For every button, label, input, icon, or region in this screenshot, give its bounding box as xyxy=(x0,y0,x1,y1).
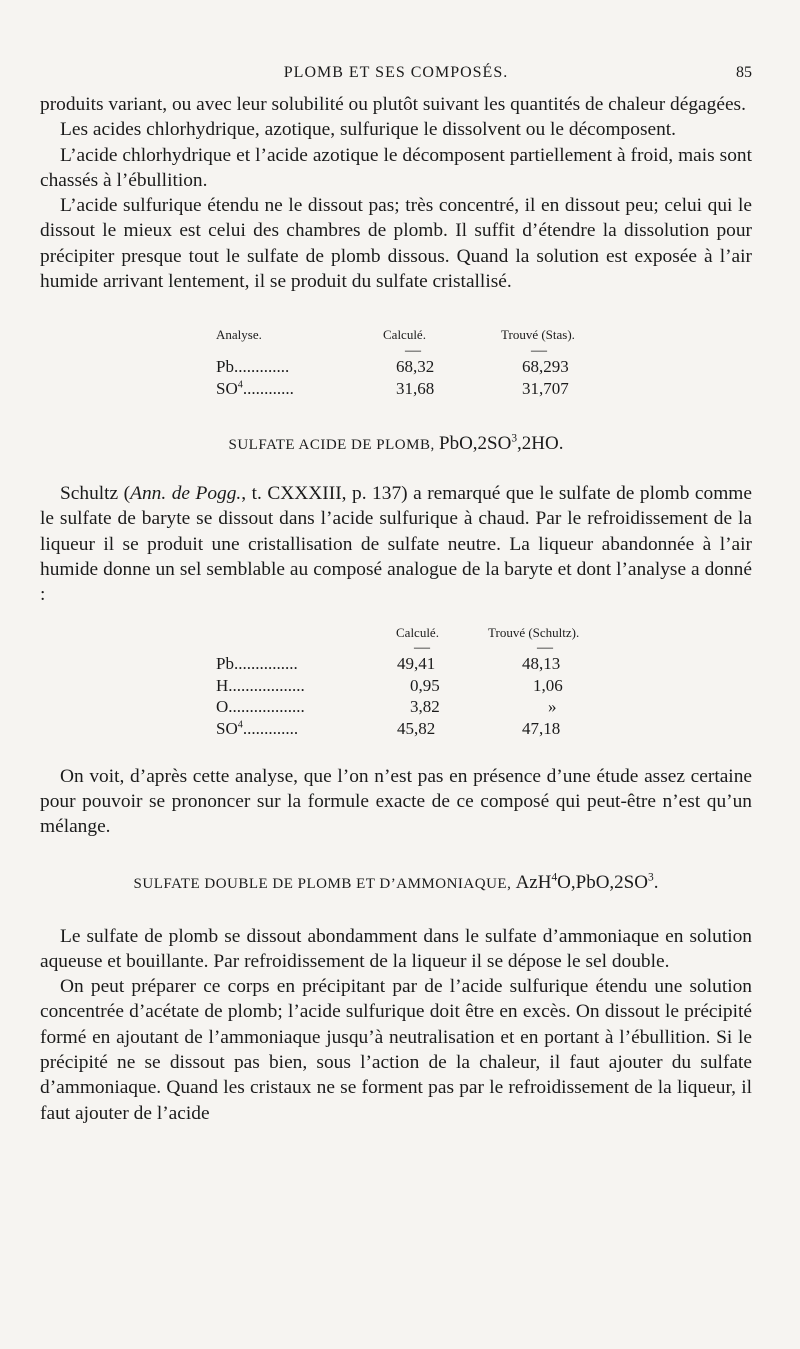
table-header-row xyxy=(40,324,752,346)
element-label: SO xyxy=(216,378,238,398)
table-row: H.................. 0,95 1,06 xyxy=(216,675,563,695)
table-row: $SO^4$............. 45,82 47,18 xyxy=(216,719,561,739)
found-value: 1,06 xyxy=(533,675,563,695)
paragraph-conclusion: On voit, d’après cette analyse, que l’on n’est pas en présence d’une étude assez certaine pour pouvoir se prononcer sur la formule exacte de ce composé qui peut-être n’est qu’un mélange. xyxy=(40,765,752,838)
calculated-value: 68,32 xyxy=(396,356,435,376)
element-label: H xyxy=(216,675,229,695)
element-label: Pb xyxy=(216,356,234,376)
running-title: PLOMB ET SES COMPOSÉS. xyxy=(283,64,509,81)
element-label: O xyxy=(216,697,229,717)
page-number: 85 xyxy=(736,64,752,81)
paragraph: L’acide chlorhydrique et l’acide azotique le décomposent partiellement à froid, mais sont chassés à l’ébullition. xyxy=(40,144,752,191)
found-value: 31,707 xyxy=(522,378,569,398)
paragraph-schultz: Schultz (Ann. de Pogg., t. CXXXIII, p. 137) a remarqué que le sulfate de plomb comme le sulfate de baryte se dissout dans l’acide sulfurique à chaud. Par le refroidissement de la liqueur il se produit une cristallisation de sulfate neutre. La liqueur abandonnée à l’air humide donne un sel semblable au composé analogue de la baryte et dont l’analyse a donné : xyxy=(40,483,752,606)
table-header: Analyse. xyxy=(216,327,262,343)
calculated-value: 31,68 xyxy=(396,378,435,398)
table-row: Pb............. 68,32 68,293 xyxy=(216,356,569,376)
paragraph: On peut préparer ce corps en précipitant par de l’acide sulfurique étendu une solution concentrée d’acétate de plomb; l’acide sulfurique doit être en excès. On dissout le précipité formé en ajoutant de l’ammoniaque jusqu’à neutralisation et en portant à l’ébullition. Si le précipité ne se dissout pas bien, sous l’action de la chaleur, il faut ajouter du sulfate d’ammoniaque. Quand les cristaux ne se forment pas par le refroidissement de la liqueur, il faut ajouter de l’acide xyxy=(40,976,752,1124)
calculated-value: 3,82 xyxy=(410,697,440,717)
paragraphs-bottom xyxy=(40,924,752,1126)
paragraph: L’acide sulfurique étendu ne le dissout pas; très concentré, il en dissout peu; celui qui le dissout le mieux est celui des chambres de plomb. Il suffit d’étendre la dissolution pour précipiter presque tout le sulfate de plomb dissous. Quand la solution est exposée à l’air humide arrivant lentement, il se produit du sulfate cristallisé. xyxy=(40,195,752,293)
table-header-row xyxy=(40,622,752,644)
table-header: Calculé. xyxy=(396,624,439,640)
table-header: Calculé. xyxy=(383,327,426,343)
book-page xyxy=(40,62,752,1126)
found-value: 68,293 xyxy=(522,356,569,376)
analysis-table-stas: Analyse. Calculé. Trouvé (Stas). — — Pb............. 68,32 68,293 $SO^4$............ 31,68 31,707 xyxy=(40,324,752,399)
table-row: Pb............... 49,41 48,13 xyxy=(216,654,561,674)
paragraph: Le sulfate de plomb se dissout abondamment dans le sulfate d’ammoniaque en solution aqueuse et bouillante. Par refroidissement de la liqueur il se dépose le sel double. xyxy=(40,925,752,972)
calculated-value: 0,95 xyxy=(410,675,440,695)
found-value: 48,13 xyxy=(522,654,561,674)
element-label: SO xyxy=(216,719,238,739)
section-heading-sulfate-acide: SULFATE ACIDE DE PLOMB, $PbO,2SO^3,2HO$. xyxy=(228,432,564,455)
table-header: Trouvé (Stas). xyxy=(501,327,575,343)
paragraph-continuation: produits variant, ou avec leur solubilité ou plutôt suivant les quantités de chaleur dégagées. xyxy=(40,94,746,115)
paragraphs-top xyxy=(40,92,752,294)
element-label: Pb xyxy=(216,654,234,674)
paragraph: Les acides chlorhydrique, azotique, sulfurique le dissolvent ou le décomposent. xyxy=(60,119,677,141)
found-value: 47,18 xyxy=(522,719,561,739)
section-heading-sulfate-double: SULFATE DOUBLE DE PLOMB ET D’AMMONIAQUE, $AzH^4O,PbO,2SO^3$. xyxy=(133,871,659,893)
analysis-table-schultz: Calculé. Trouvé (Schultz). — — Pb............... 49,41 48,13 H.................. 0,95 1,06 O.................. 3,82 » $SO^4$............. 45,82 47,18 xyxy=(40,622,752,740)
table-row: $SO^4$............ 31,68 31,707 xyxy=(216,378,569,398)
found-value: » xyxy=(548,697,557,717)
calculated-value: 49,41 xyxy=(397,654,436,674)
running-header xyxy=(40,62,752,92)
table-header: Trouvé (Schultz). xyxy=(488,624,580,640)
calculated-value: 45,82 xyxy=(397,719,436,739)
table-row: O.................. 3,82 » xyxy=(216,697,557,717)
